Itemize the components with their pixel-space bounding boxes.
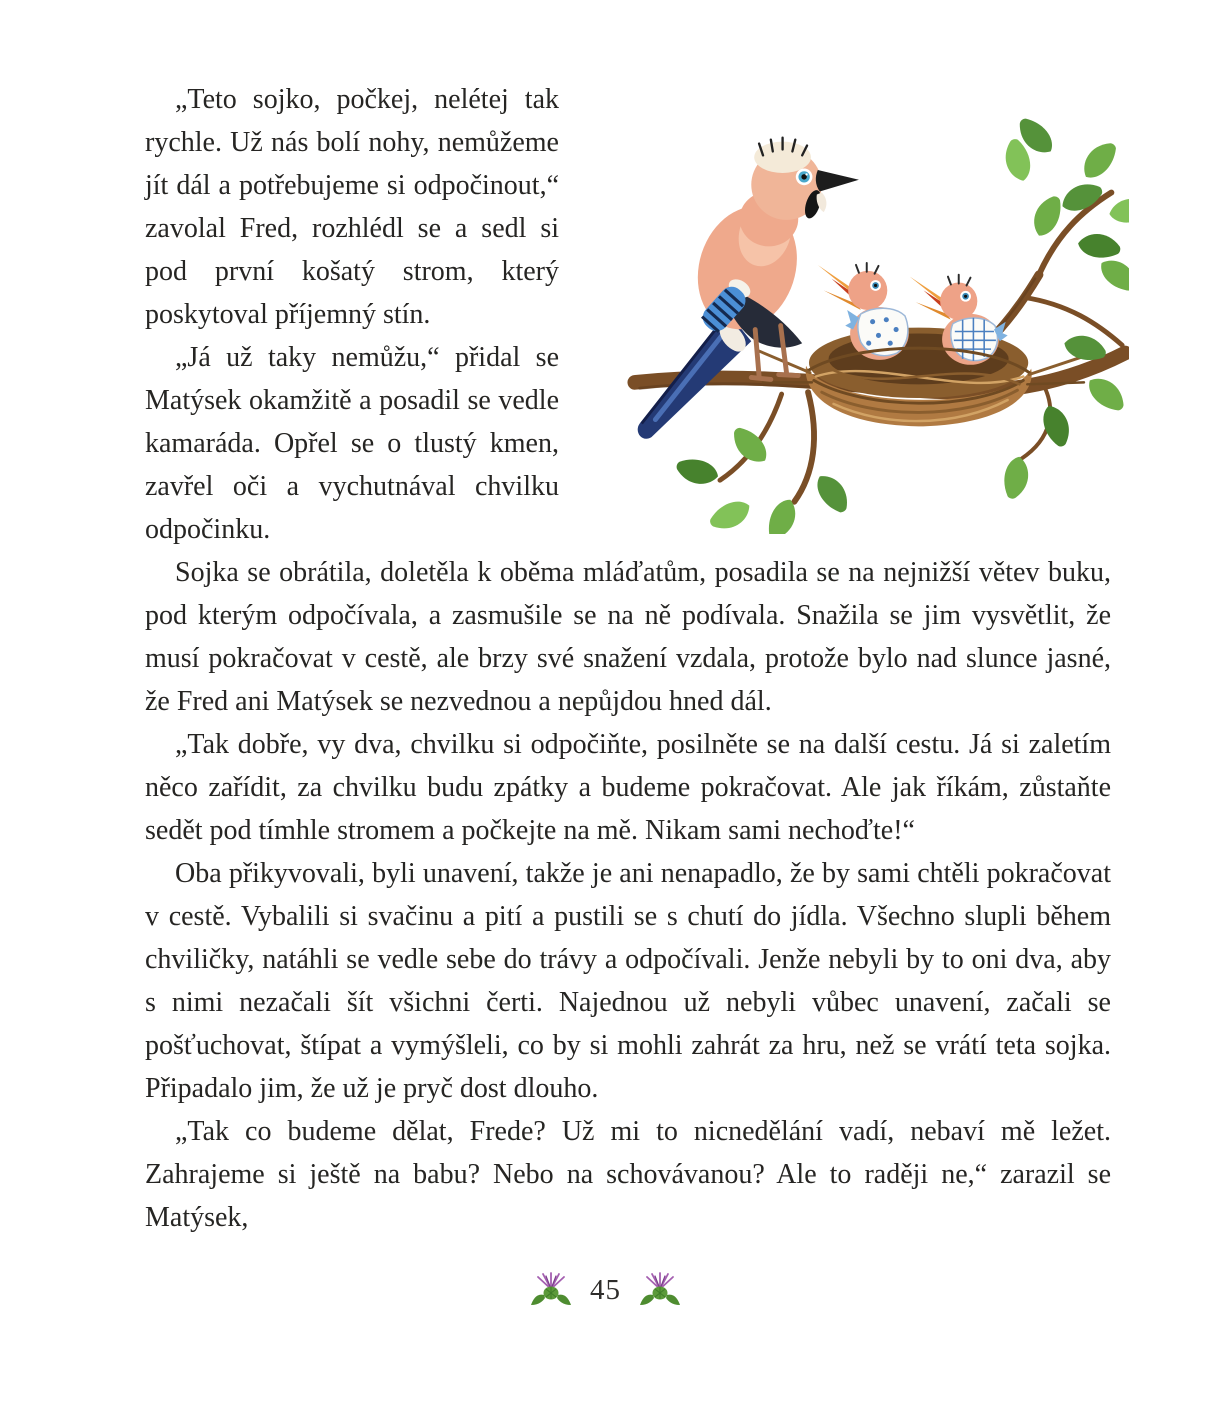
page-number: 45 xyxy=(590,1273,621,1306)
paragraph-2: „Já už taky nemůžu,“ přidal se Matýsek okamžitě a posadil se vedle kamaráda. Opřel se o tlustý kmen, zavřel oči a vychutnával chvilku odpočinku. xyxy=(145,342,559,545)
thistle-icon xyxy=(530,1272,572,1308)
paragraph-5: Oba přikyvovali, byli unavení, takže je ani nenapadlo, že by sami chtěli pokračovat v cestě. Vybalili si svačinu a pití a pustili se s chutí do jídla. Všechno slupli během chviličky, natáhli se vedle sebe do trávy a odpočívali. Jenže nebyli by to oni dva, aby s nimi nezačali šít všichni čerti. Najednou už nebyli vůbec unavení, začali se pošťuchovat, štípat a vymýšleli, co by si mohli zahrát za hru, než se vrátí teta sojka. Připadalo jim, že už je pryč dost dlouho. xyxy=(145,858,1111,1104)
paragraph-6: „Tak co budeme dělat, Frede? Už mi to nicnedělání vadí, nebaví mě ležet. Zahrajeme si ještě na babu? Nebo na schovávanou? Ale to raději ne,“ zarazil se Matýsek, xyxy=(145,1116,1111,1233)
page-text xyxy=(145,78,1111,1239)
paragraph-4: „Tak dobře, vy dva, chvilku si odpočiňte, posilněte se na další cestu. Já si zaletím něco zařídit, za chvilku budu zpátky a budeme pokračovat. Ale jak říkám, zůstaňte sedět pod tímhle stromem a počkejte na mě. Nikam sami nechoďte!“ xyxy=(145,729,1111,846)
jay-nest-illustration xyxy=(581,82,1129,534)
thistle-icon xyxy=(639,1272,681,1308)
page-footer xyxy=(0,1272,1211,1308)
paragraph-3: Sojka se obrátila, doletěla k oběma mláďatům, posadila se na nejnižší větev buku, pod kterým odpočívala, a zasmušile se na ně podívala. Snažila se jim vysvětlit, že musí pokračovat v cestě, ale brzy své snažení vzdala, protože bylo nad slunce jasné, že Fred ani Matýsek se nezvednou a nepůjdou hned dál. xyxy=(145,557,1111,717)
paragraph-1: „Teto sojko, počkej, nelétej tak rychle. Už nás bolí nohy, nemůžeme jít dál a potřebujeme si odpočinout,“ zavolal Fred, rozhlédl se a sedl si pod první košatý strom, který poskytoval příjemný stín. xyxy=(145,84,559,330)
jay-nest-illustration-svg xyxy=(581,82,1129,534)
